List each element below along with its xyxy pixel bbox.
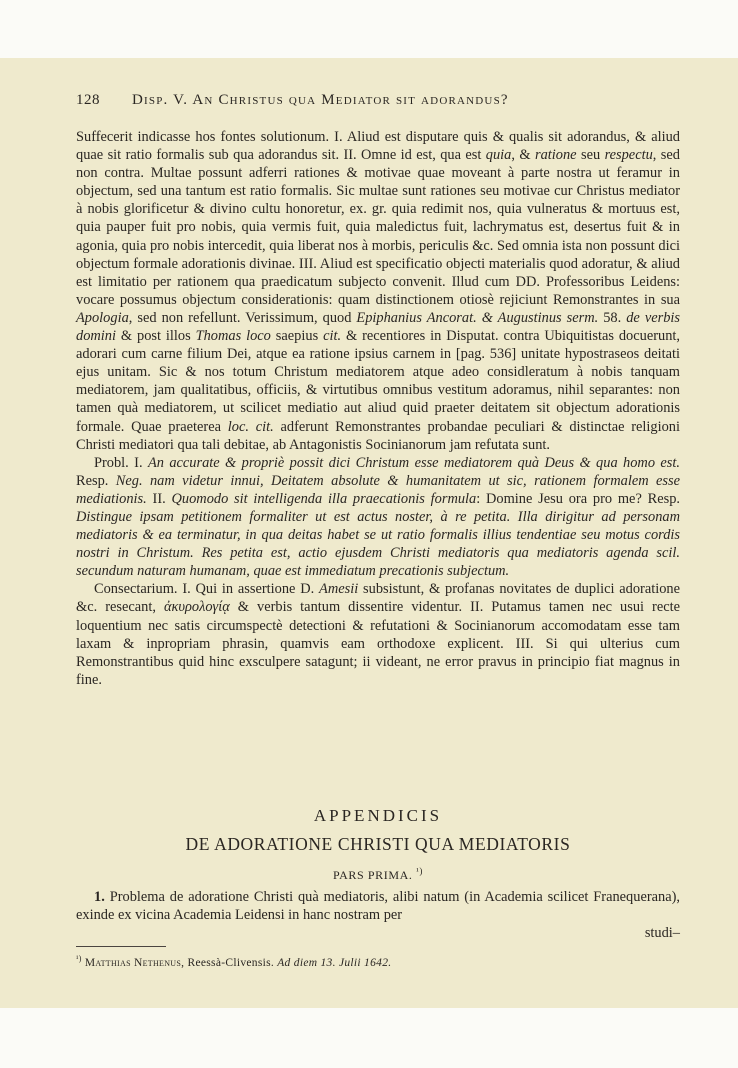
footnote-author: Matthias Nethenus	[84, 956, 182, 969]
paragraph-problema: Probl. I. An accurate & propriè possit dici Christum esse mediatorem quà Deus & qua homo est. Resp. Neg. nam videtur innui, Deitatem absolute & humanitatem ut sic, rationem formalem esse mediationis. II. Quomodo sit intelligenda illa praecationis formula: Domine Jesu ora pro me? Resp. Distingue ipsam petitionem formaliter ut est actus noster, à re petita. Illa dirigitur ad personam mediatoris & ea terminatur, in qua deitas habet se ut ratio formalis illius tendentiae seu motus cordis nostri in Christum. Res petita est, actio ejusdem Christi mediatoris qua mediatoris agenda scil. secundum naturam humanam, quae est immediatum precationis subjectum.	[76, 454, 680, 580]
footnote-rule	[76, 946, 166, 947]
paragraph-consectarium: Consectarium. I. Qui in assertione D. Amesii subsistunt, & profanas novitates de duplici adoratione &c. resecant, ἀκυρολογίᾳ & verbis tantum dissentire videntur. II. Putamus tamen nec usui recte loquentium nec satis circumspectè detectioni & refutationi & Socinianorum accomodatam esse tam laxam & inpropriam phrasin, quamvis eam orthodoxe explicent. III. Si qui ulterius cum Remonstrantibus quid hinc exsculpere satagunt; ii videant, ne error pravus in principio fiat magnus in fine.	[76, 581, 681, 688]
main-text	[76, 128, 680, 689]
appendix-subtitle: DE ADORATIONE CHRISTI QUA MEDIATORIS	[185, 834, 571, 854]
top-margin	[0, 0, 738, 58]
appendix-text	[76, 888, 680, 942]
appendix-title: APPENDICIS	[313, 806, 443, 825]
appendix-paragraph-1: 1. Problema de adoratione Christi quà mediatoris, alibi natum (in Academia scilicet Franequerana), exinde ex vicina Academia Leidensi in hanc nostram per	[76, 889, 680, 924]
footnote-ref: ¹)	[416, 866, 424, 876]
item-number: 1.	[94, 889, 105, 905]
paragraph-1: Suffecerit indicasse hos fontes solutionum. I. Aliud est disputare quis & qualis sit adorandus, & aliud quae sit ratio formalis sub qua adorandus sit. II. Omne id est, qua est quia, & ratione seu respectu, sed non contra. Multae possunt adferri rationes & motivae quae moveant à parte nostra ut feramur in objectum, sed una tantum est ratio formalis. Sic multae sunt rationes seu motivae cur Christus mediator à nobis glorificetur & divino cultu honoretur, ex. gr. quia redimit nos, quia vulneratus & mortuus est, quia pauper fuit pro nobis, quia vermis fuit, quia maledictus fuit, lachrymatus est, desertus fuit & in agonia, quia pro nobis intercedit, quia liberat nos à morbis, periculis &c. Sed omnia ista non possunt dici objectum formale adorationis divinae. III. Aliud est specificatio objecti materialis quod adoratur, & aliud est limitatio per rationem qua praedicatum subjecto convenit. Illud cum DD. Professoribus Leidens: vocare possumus objectum considerationis: quam distinctionem otiosè rejiciunt Remonstrantes in sua Apologia, sed non refellunt. Verissimum, quod Epiphanius Ancorat. & Augustinus serm. 58. de verbis domini & post illos Thomas loco saepius cit. & recentiores in Disputat. contra Ubiquitistas docuerunt, adorari cum carne filium Dei, atque ea ratione ipsius carnem in [pag. 536] unitate hypostraseos deitati ejus unitam. Sic & nos totum Christum mediatorem atque adeo considleratum à nobis tanquam mediatorem, jam qualitatibus, officiis, & virtutibus omnibus vestitum adoramus, nihil separantes: non tamen quà mediatorem, ut scilicet mediatio aut aliud quid praeter deitatem sit objectum adorationis formale. Quae praeterea loc. cit. adferunt Remonstrantes probandae peculiari & distinctae religioni Christi mediatori qua tali debitae, ab Antagonistis Socinianorum jam refutata sunt.	[76, 129, 681, 453]
running-title: Disp. V. An Christus qua Mediator sit adorandus?	[132, 92, 509, 108]
footnote-date: Ad diem 13. Julii 1642.	[277, 956, 392, 969]
bottom-margin	[0, 1008, 738, 1068]
page-number: 128	[76, 92, 100, 108]
running-head	[76, 92, 676, 109]
appendix-pars: PARS PRIMA. $^{^1)}$	[332, 866, 424, 882]
appendix-catchword: studi–	[644, 925, 680, 942]
footnote: $^{^1)}$ Matthias Nethenus, Reessà-Clivensis. Ad diem 13. Julii 1642.	[76, 954, 392, 969]
